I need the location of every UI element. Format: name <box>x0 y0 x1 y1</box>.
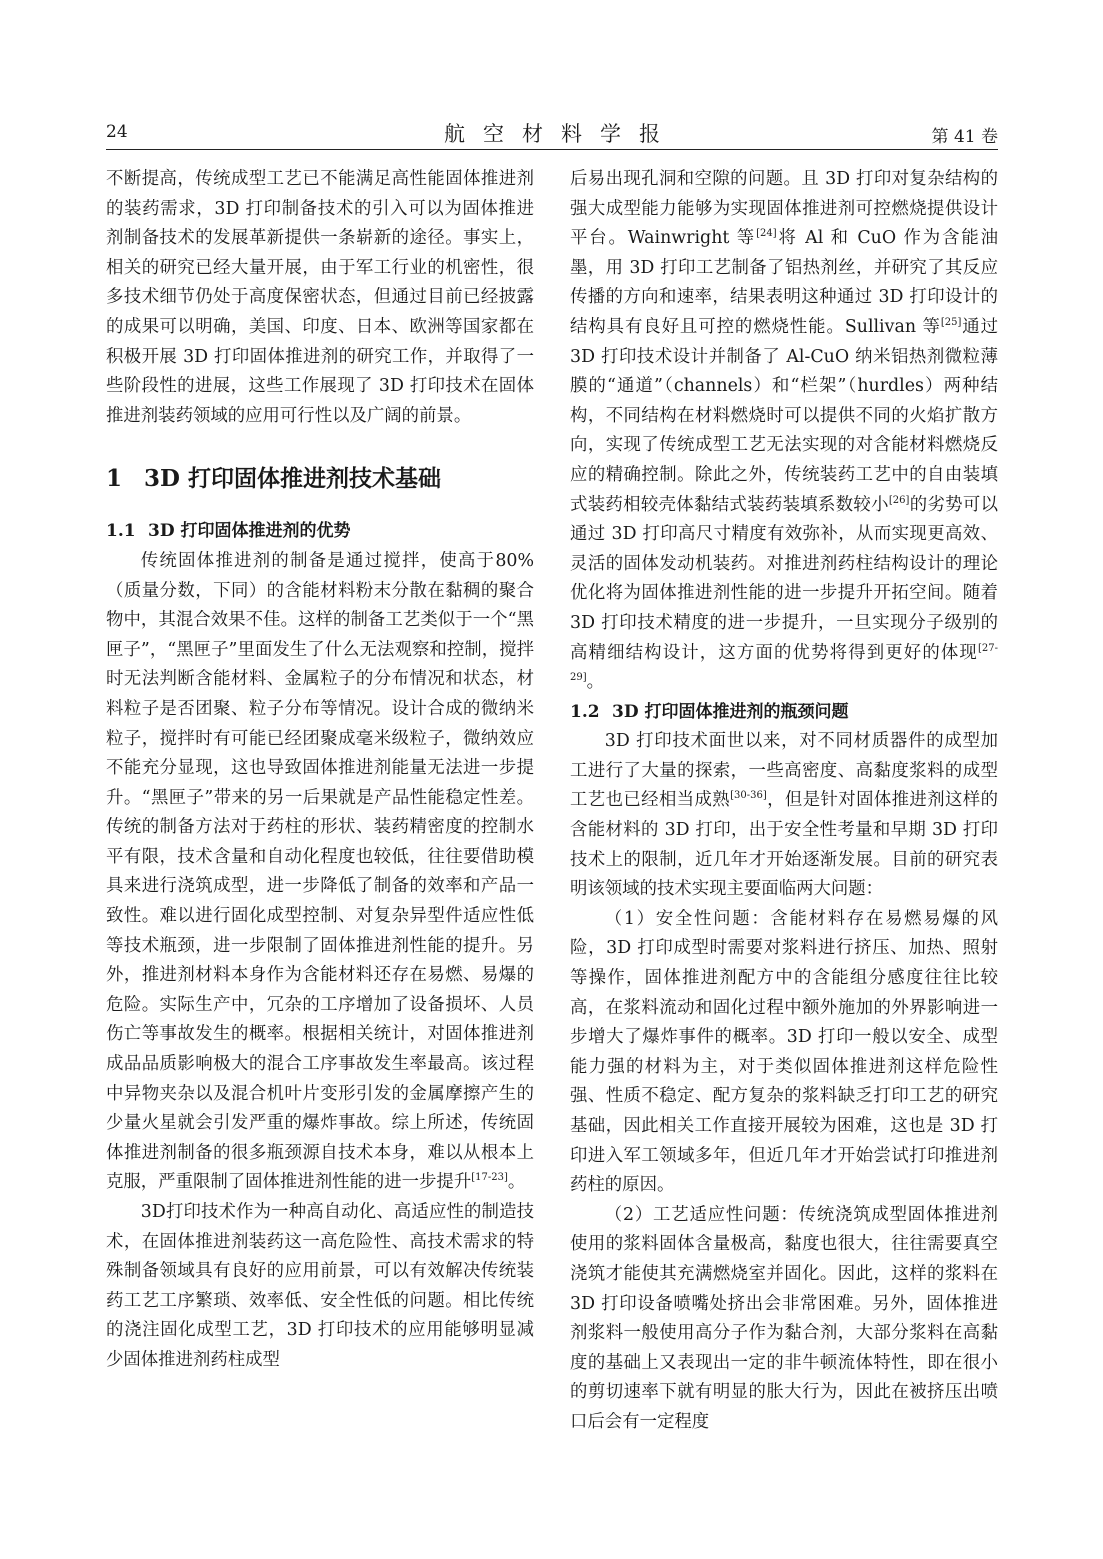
subsection-heading <box>106 517 534 547</box>
subsection-title: 3D 打印固体推进剂的优势 <box>148 521 351 542</box>
paragraph <box>570 727 998 905</box>
paragraph: 3D打印技术作为一种高自动化、高适应性的制造技术，在固体推进剂装药这一高危险性、高技术需求的特殊制备领域具有良好的应用前景，可以有效解决传统装药工艺工序繁琐、效率低、安全性低的问题。相比传统的浇注固化成型工艺，3D 打印技术的应用能够明显减少固体推进剂药柱成型 <box>106 1202 534 1370</box>
page-number: 24 <box>106 122 128 142</box>
paragraph-text: 通过 3D 打印技术设计并制备了 Al-CuO 纳米铝热剂微粒薄膜的“通道”（channels）和“栏架”（hurdles）两种结构，不同结构在材料燃烧时可以提供不同的火焰扩散方向，实现了传统成型工艺无法实现的对含能材料燃烧反应的精确控制。除此之外，传统装药工艺中的自由装填式装药相较壳体黏结式装药装填系数较小 <box>570 316 998 515</box>
paragraph: （1）安全性问题：含能材料存在易燃易爆的风险，3D 打印成型时需要对浆料进行挤压、加热、照射等操作，固体推进剂配方中的含能组分感度往往比较高，在浆料流动和固化过程中额外施加的外界影响进一步增大了爆炸事件的概率。3D 打印一般以安全、成型能力强的材料为主，对于类似固体推进剂这样危险性强、性质不稳定、配方复杂的浆料缺乏打印工艺的研究基础，因此相关工作直接开展较为困难，这也是 3D 打印进入军工领域多年，但近几年才开始尝试打印推进剂药柱的原因。 <box>570 908 998 1196</box>
citation: [24] <box>756 228 777 240</box>
paragraph: （2）工艺适应性问题：传统浇筑成型固体推进剂使用的浆料固体含量极高，黏度也很大，往往需要真空浇筑才能使其充满燃烧室并固化。因此，这样的浆料在 3D 打印设备喷嘴处挤出会非常困难。另外，固体推进剂浆料一般使用高分子作为黏合剂，大部分浆料在高黏度的基础上又表现出一定的非牛顿流体特性，即在很小的剪切速率下就有明显的胀大行为，因此在被挤压出喷口后会有一定程度 <box>570 1204 998 1432</box>
right-column <box>570 165 998 1438</box>
citation: [30-36] <box>730 790 767 802</box>
paragraph-text: 的劣势可以通过 3D 打印高尺寸精度有效弥补，从而实现更高效、灵活的固体发动机装药。对推进剂药柱结构设计的理论优化将为固体推进剂性能的进一步提升开拓空间。随着 3D 打印技术精度的进一步提升，一旦实现分子级别的高精细结构设计，这方面的优势将得到更好的体现 <box>570 494 998 663</box>
paragraph <box>570 165 998 698</box>
journal-title: 航空材料学报 <box>444 122 678 146</box>
subsection-heading <box>570 698 998 728</box>
paragraph <box>106 547 534 1198</box>
section-heading <box>106 459 534 499</box>
citation: [26] <box>888 494 910 506</box>
paragraph-text: 传统固体推进剂的制备是通过搅拌，使高于80%（质量分数，下同）的含能材料粉末分散在黏稠的聚合物中，其混合效果不佳。这样的制备工艺类似于一个“黑匣子”，“黑匣子”里面发生了什么无法观察和控制，搅拌时无法判断含能材料、金属粒子的分布情况和状态，材料粒子是否团聚、粒子分布等情况。设计合成的微纳米粒子，搅拌时有可能已经团聚成毫米级粒子，微纳效应不能充分显现，这也导致固体推进剂能量无法进一步提升。“黑匣子”带来的另一后果就是产品性能稳定性差。传统的制备方法对于药柱的形状、装药精密度的控制水平有限，技术含量和自动化程度也较低，往往要借助模具来进行浇筑成型，进一步降低了制备的效率和产品一致性。难以进行固化成型控制、对复杂异型件适应性低等技术瓶颈，进一步限制了固体推进剂性能的提升。另外，推进剂材料本身作为含能材料还存在易燃、易爆的危险。实际生产中，冗杂的工序增加了设备损坏、人员伤亡等事故发生的概率。根据相关统计，对固体推进剂成品品质影响极大的混合工序事故发生率最高。该过程中异物夹杂以及混合机叶片变形引发的金属摩擦产生的少量火星就会引发严重的爆炸事故。综上所述，传统固体推进剂制备的很多瓶颈源自技术本身，难以从根本上克服，严重限制了固体推进剂性能的进一步提升 <box>106 550 534 1193</box>
section-number: 1 <box>106 465 123 493</box>
citation: [27-29] <box>570 642 998 684</box>
citation: [25] <box>940 317 962 329</box>
subsection-number: 1.1 <box>106 521 136 542</box>
paragraph-text: 3D 打印技术面世以来，对不同材质器件的成型加工进行了大量的探索，一些高密度、高黏度浆料的成型工艺也已经相当成熟 <box>570 731 998 811</box>
paragraph-text: ，但是针对固体推进剂这样的含能材料的 3D 打印，出于安全性考量和早期 3D 打印技术上的限制，近几年才开始逐渐发展。目前的研究表明该领域的技术实现主要面临两大问题： <box>570 790 998 900</box>
paragraph-text: 。 <box>507 1172 526 1193</box>
paragraph-text: 。 <box>586 672 605 693</box>
header-rule <box>106 149 998 150</box>
left-column <box>106 165 534 1376</box>
paragraph-text: 后易出现孔洞和空隙的问题。且 3D 打印对复杂结构的强大成型能力能够为实现固体推进剂可控燃烧提供设计平台。Wainwright 等 <box>570 169 998 249</box>
subsection-number: 1.2 <box>570 701 600 722</box>
paragraph-intro-tail: 不断提高，传统成型工艺已不能满足高性能固体推进剂的装药需求，3D 打印制备技术的引入可以为固体推进剂制备技术的发展革新提供一条崭新的途径。事实上，相关的研究已经大量开展，由于军工行业的机密性，很多技术细节仍处于高度保密状态，但通过目前已经披露的成果可以明确，美国、印度、日本、欧洲等国家都在积极开展 3D 打印固体推进剂的研究工作，并取得了一些阶段性的进展，这些工作展现了 3D 打印技术在固体推进剂装药领域的应用可行性以及广阔的前景。 <box>106 169 534 426</box>
subsection-title: 3D 打印固体推进剂的瓶颈问题 <box>612 701 849 722</box>
volume-label: 第 41 卷 <box>931 127 998 147</box>
paragraph-text: 将 Al 和 CuO 作为含能油墨，用 3D 打印工艺制备了铝热剂丝，并研究了其反应传播的方向和速率，结果表明这种通过 3D 打印设计的结构具有良好且可控的燃烧性能。Sullivan 等 <box>570 228 998 337</box>
section-title: 3D 打印固体推进剂技术基础 <box>144 465 441 493</box>
running-header <box>106 118 998 148</box>
citation: [17-23] <box>471 1172 508 1184</box>
